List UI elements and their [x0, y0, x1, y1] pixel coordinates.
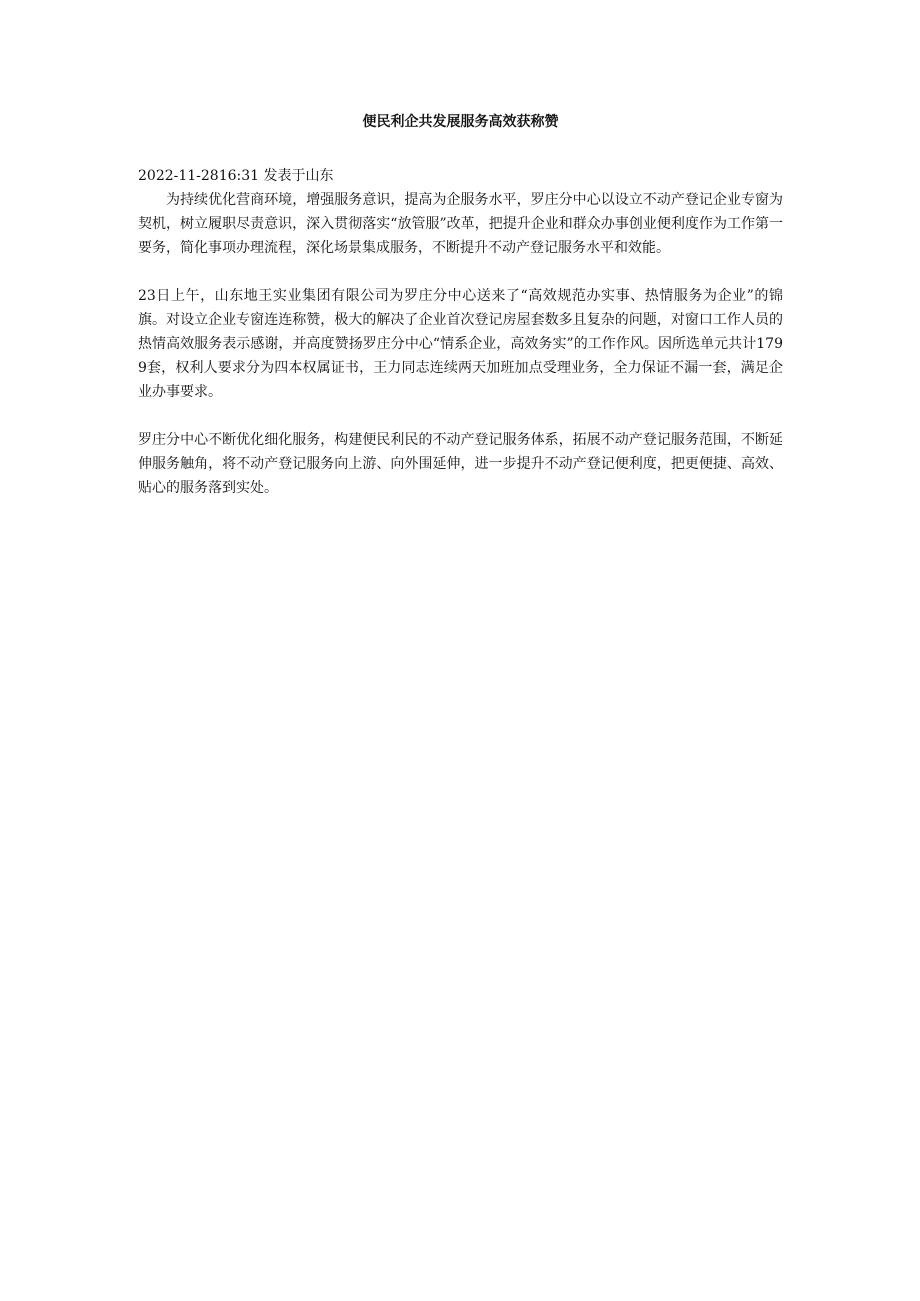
article-paragraph-3: 罗庄分中心不断优化细化服务，构建便民利民的不动产登记服务体系，拓展不动产登记服务范围，不断延伸服务触角，将不动产登记服务向上游、向外围延伸，进一步提升不动产登记便利度，把更便捷、高效、贴心的服务落到实处。 — [138, 432, 783, 496]
article-paragraph-1: 为持续优化营商环境，增强服务意识，提高为企服务水平，罗庄分中心以设立不动产登记企业专窗为契机，树立履职尽责意识，深入贯彻落实“放管服”改革，把提升企业和群众办事创业便利度作为工作第一要务，简化事项办理流程，深化场景集成服务，不断提升不动产登记服务水平和效能。 — [138, 192, 783, 256]
document-page — [138, 112, 783, 500]
article-title: 便民利企共发展服务高效获称赞 — [362, 114, 559, 130]
article-paragraph-2: 23日上午，山东地王实业集团有限公司为罗庄分中心送来了“高效规范办实事、热情服务为企业”的锦旗。对设立企业专窗连连称赞，极大的解决了企业首次登记房屋套数多且复杂的问题，对窗口工作人员的热情高效服务表示感谢，并高度赞扬罗庄分中心“情系企业，高效务实”的工作作风。因所选单元共计1799套，权利人要求分为四本权属证书，王力同志连续两天加班加点受理业务，全力保证不漏一套，满足企业办事要求。 — [138, 288, 783, 400]
article-meta: 2022-11-2816:31 发表于山东 — [138, 168, 334, 184]
